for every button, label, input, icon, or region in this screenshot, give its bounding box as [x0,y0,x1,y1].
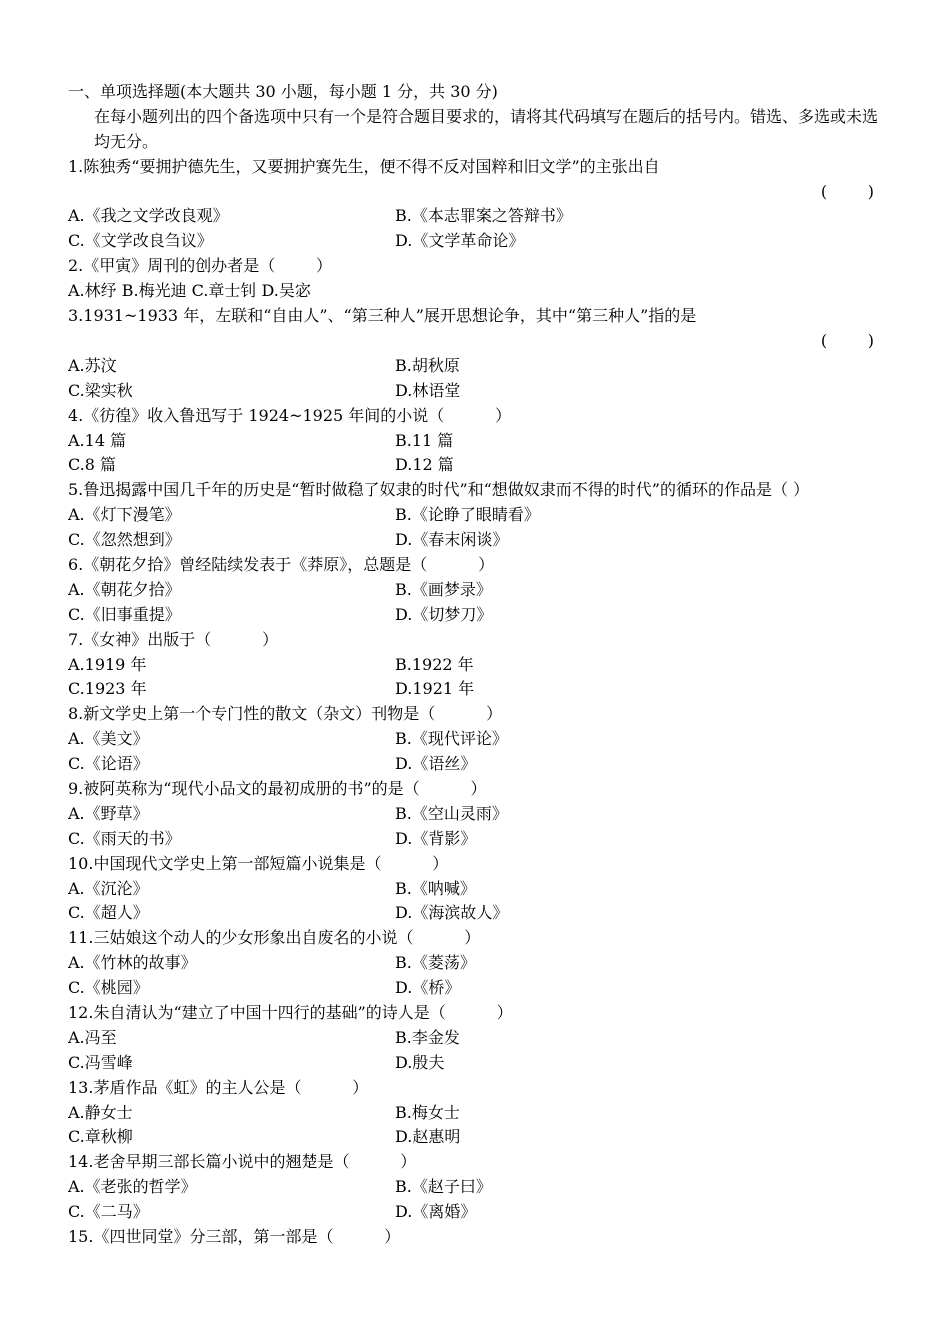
option-b: B.《呐喊》 [395,878,476,898]
option-row [68,1200,888,1225]
option-c: C.冯雪峰 [68,1052,133,1072]
question-stem: 8.新文学史上第一个专门性的散文（杂文）刊物是（ ） [68,704,503,724]
question-stem: 12.朱自清认为“建立了中国十四行的基础”的诗人是（ ） [68,1003,513,1022]
option-a: A.《我之文学改良观》 [68,206,229,226]
option-d: D.12 篇 [395,455,454,475]
option-b: B.《赵子曰》 [395,1177,492,1197]
option-d: D.《背影》 [395,828,477,848]
question-stem: 14.老舍早期三部长篇小说中的翘楚是（ ） [68,1152,417,1172]
question-stem: 9.被阿英称为“现代小品文的最初成册的书”的是（ ） [68,778,487,798]
option-c: C.8 篇 [68,455,117,475]
option-row [68,877,888,902]
option-c: C.《论语》 [68,754,149,774]
option-row [68,429,888,454]
option-d: D.《语丝》 [395,754,477,774]
option-c: C.1923 年 [68,679,147,699]
option-c: C.《桃园》 [68,978,149,998]
option-a: A.《老张的哲学》 [68,1177,197,1197]
option-row [68,204,888,229]
option-row [68,1125,888,1150]
option-b: B.梅女士 [395,1102,460,1122]
option-a: A.《朝花夕拾》 [68,579,181,599]
option-row [68,503,888,528]
option-b: B.11 篇 [395,430,454,450]
option-a: A.1919 年 [68,654,147,674]
option-b: B.《论睁了眼睛看》 [395,505,540,525]
answer-paren: ( ) [820,181,874,201]
option-a: A.14 篇 [68,430,127,450]
option-c: C.《文学改良刍议》 [68,231,213,251]
option-row [68,976,888,1001]
question-stem: 11.三姑娘这个动人的少女形象出自废名的小说（ ） [68,928,481,948]
option-c: C.《旧事重提》 [68,604,181,624]
exam-page [68,80,888,1250]
section-heading: 一、单项选择题(本大题共 30 小题，每小题 1 分，共 30 分) [68,82,498,101]
question-stem: 1.陈独秀“要拥护德先生，又要拥护赛先生，便不得不反对国粹和旧文学”的主张出自 [68,156,660,176]
option-d: D.《文学革命论》 [395,231,525,251]
option-d: D.殷夫 [395,1052,445,1072]
option-b: B.《本志罪案之答辩书》 [395,206,572,226]
option-d: D.《桥》 [395,978,461,998]
option-row [68,951,888,976]
option-d: D.林语堂 [395,380,461,400]
option-row [68,802,888,827]
question-stem: 10.中国现代文学史上第一部短篇小说集是（ ） [68,853,449,873]
option-b: B.《画梦录》 [395,579,492,599]
option-row [68,653,888,678]
section-instructions: 在每小题列出的四个备选项中只有一个是符合题目要求的，请将其代码填写在题后的括号内。错选、多选或未选均无分。 [94,106,879,151]
option-d: D.赵惠明 [395,1127,461,1147]
answer-paren: ( ) [820,330,874,350]
option-row [68,1175,888,1200]
option-inline: A.林纾 B.梅光迪 C.章士钊 D.吴宓 [68,281,311,301]
option-b: B.《空山灵雨》 [395,803,508,823]
option-c: C.《雨天的书》 [68,828,181,848]
option-row [68,354,888,379]
option-row [68,603,888,628]
question-stem: 5.鲁迅揭露中国几千年的历史是“暂时做稳了奴隶的时代”和“想做奴隶而不得的时代”的循环的作品是（ ） [68,480,810,500]
option-c: C.梁实秋 [68,380,133,400]
question-stem: 3.1931~1933 年，左联和“自由人”、“第三种人”展开思想论争，其中“第三种人”指的是 [68,306,697,326]
option-a: A.《美文》 [68,729,149,749]
option-row [68,901,888,926]
option-a: A.《野草》 [68,803,149,823]
option-c: C.章秋柳 [68,1127,133,1147]
option-a: A.《竹林的故事》 [68,953,197,973]
option-row [68,727,888,752]
option-a: A.冯至 [68,1027,117,1047]
option-b: B.李金发 [395,1027,460,1047]
option-b: B.1922 年 [395,654,474,674]
option-a: A.《沉沦》 [68,878,149,898]
option-b: B.《现代评论》 [395,729,508,749]
question-stem: 6.《朝花夕拾》曾经陆续发表于《莽原》，总题是（ ） [68,554,495,574]
option-row [68,1051,888,1076]
option-row [68,379,888,404]
option-d: D.《春末闲谈》 [395,530,509,550]
question-stem: 2.《甲寅》周刊的创办者是（ ） [68,256,332,276]
question-stem: 15.《四世同堂》分三部，第一部是（ ） [68,1227,401,1247]
option-d: D.《海滨故人》 [395,903,509,923]
option-c: C.《忽然想到》 [68,530,181,550]
question-stem: 4.《彷徨》收入鲁迅写于 1924~1925 年间的小说（ ） [68,405,512,425]
option-c: C.《二马》 [68,1202,149,1222]
option-a: A.静女士 [68,1102,133,1122]
option-b: B.《菱荡》 [395,953,476,973]
option-d: D.《离婚》 [395,1202,477,1222]
option-row [68,827,888,852]
option-row [68,752,888,777]
question-stem: 13.茅盾作品《虹》的主人公是（ ） [68,1077,369,1097]
option-row [68,229,888,254]
option-row [68,578,888,603]
option-d: D.1921 年 [395,679,475,699]
option-row [68,528,888,553]
question-stem: 7.《女神》出版于（ ） [68,629,279,649]
option-row [68,1026,888,1051]
option-c: C.《超人》 [68,903,149,923]
option-row [68,1101,888,1126]
option-d: D.《切梦刀》 [395,604,493,624]
option-b: B.胡秋原 [395,355,460,375]
option-a: A.《灯下漫笔》 [68,505,181,525]
option-row [68,453,888,478]
option-row [68,677,888,702]
option-a: A.苏汶 [68,355,117,375]
